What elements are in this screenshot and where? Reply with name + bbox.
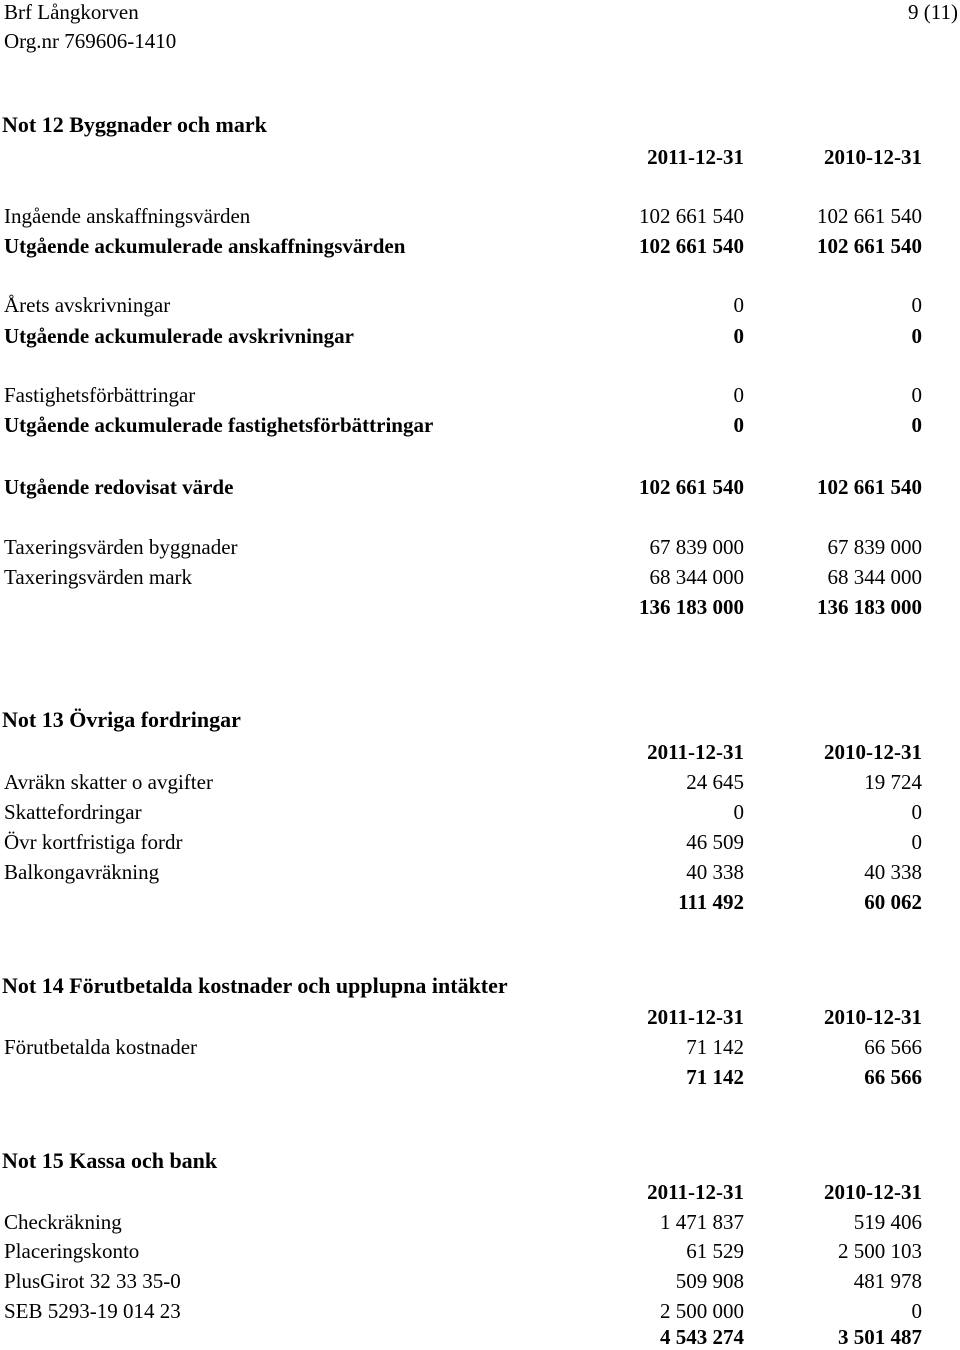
value-2010: 0 — [911, 830, 922, 854]
table-row — [0, 474, 960, 500]
value-2011: 67 839 000 — [649, 535, 744, 559]
table-row — [0, 799, 960, 825]
value-2010: 0 — [911, 383, 922, 407]
total-2010: 60 062 — [864, 890, 922, 914]
row-label: Utgående ackumulerade anskaffningsvärden — [4, 234, 406, 258]
table-row — [0, 412, 960, 438]
table-row — [0, 382, 960, 408]
value-2011: 24 645 — [686, 770, 744, 794]
page-number: 9 (11) — [908, 0, 958, 24]
value-2011: 1 471 837 — [660, 1210, 744, 1234]
value-2011: 0 — [733, 413, 744, 437]
value-2010: 519 406 — [853, 1210, 922, 1234]
row-label: Taxeringsvärden byggnader — [4, 535, 238, 559]
row-label: Utgående ackumulerade avskrivningar — [4, 324, 355, 348]
table-row — [0, 859, 960, 885]
value-2010: 0 — [911, 800, 922, 824]
note-title: Not 15 Kassa och bank — [2, 1148, 218, 1173]
value-2010: 67 839 000 — [827, 535, 922, 559]
value-2010: 481 978 — [853, 1269, 922, 1293]
total-2011: 71 142 — [686, 1065, 744, 1089]
value-2011: 0 — [733, 324, 744, 348]
column-header-2010: 2010-12-31 — [824, 1005, 922, 1029]
row-label: Fastighetsförbättringar — [4, 383, 196, 407]
total-2010: 3 501 487 — [838, 1325, 922, 1349]
org-number: Org.nr 769606-1410 — [4, 29, 177, 53]
column-header-row — [0, 1004, 960, 1030]
table-row — [0, 829, 960, 855]
value-2011: 102 661 540 — [639, 475, 744, 499]
table-row — [0, 1238, 960, 1264]
value-2010: 0 — [911, 324, 922, 348]
note-title: Not 12 Byggnader och mark — [2, 112, 267, 137]
table-row — [0, 1298, 960, 1324]
table-row — [0, 564, 960, 590]
value-2010: 0 — [911, 413, 922, 437]
value-2011: 0 — [733, 293, 744, 317]
row-label: Utgående redovisat värde — [4, 475, 234, 499]
row-label: Övr kortfristiga fordr — [4, 830, 183, 854]
column-header-2011: 2011-12-31 — [647, 1180, 744, 1204]
value-2010: 40 338 — [864, 860, 922, 884]
row-label: Balkongavräkning — [4, 860, 160, 884]
row-label: Ingående anskaffningsvärden — [4, 204, 251, 228]
value-2010: 0 — [911, 1299, 922, 1323]
value-2010: 66 566 — [864, 1035, 922, 1059]
row-label: Avräkn skatter o avgifter — [4, 770, 213, 794]
table-row — [0, 1268, 960, 1294]
table-row — [0, 233, 960, 259]
row-label: Förutbetalda kostnader — [4, 1035, 198, 1059]
total-row — [0, 1324, 960, 1350]
total-row — [0, 594, 960, 620]
row-label: Utgående ackumulerade fastighetsförbättringar — [4, 413, 434, 437]
value-2010: 0 — [911, 293, 922, 317]
row-label: SEB 5293-19 014 23 — [4, 1299, 181, 1323]
value-2011: 0 — [733, 800, 744, 824]
total-2010: 136 183 000 — [817, 595, 922, 619]
row-label: PlusGirot 32 33 35-0 — [4, 1269, 181, 1293]
value-2010: 68 344 000 — [827, 565, 922, 589]
table-row — [0, 534, 960, 560]
total-2011: 111 492 — [678, 890, 744, 914]
table-row — [0, 769, 960, 795]
table-row — [0, 203, 960, 229]
note-title: Not 13 Övriga fordringar — [2, 707, 241, 732]
value-2011: 0 — [733, 383, 744, 407]
value-2011: 102 661 540 — [639, 204, 744, 228]
table-row — [0, 1209, 960, 1235]
column-header-2010: 2010-12-31 — [824, 1180, 922, 1204]
value-2011: 68 344 000 — [649, 565, 744, 589]
table-row — [0, 292, 960, 318]
value-2011: 509 908 — [675, 1269, 744, 1293]
value-2010: 2 500 103 — [838, 1239, 922, 1263]
column-header-2011: 2011-12-31 — [647, 740, 744, 764]
value-2011: 2 500 000 — [660, 1299, 744, 1323]
value-2010: 102 661 540 — [817, 475, 922, 499]
org-name: Brf Långkorven — [4, 0, 139, 24]
value-2010: 19 724 — [864, 770, 922, 794]
value-2010: 102 661 540 — [817, 204, 922, 228]
note-title: Not 14 Förutbetalda kostnader och upplupna intäkter — [2, 973, 508, 998]
value-2011: 46 509 — [686, 830, 744, 854]
total-2011: 4 543 274 — [660, 1325, 744, 1349]
value-2011: 71 142 — [686, 1035, 744, 1059]
total-row — [0, 1064, 960, 1090]
value-2011: 40 338 — [686, 860, 744, 884]
row-label: Skattefordringar — [4, 800, 142, 824]
total-row — [0, 889, 960, 915]
row-label: Taxeringsvärden mark — [4, 565, 193, 589]
column-header-row — [0, 739, 960, 765]
column-header-2011: 2011-12-31 — [647, 145, 744, 169]
table-row — [0, 1034, 960, 1060]
column-header-2010: 2010-12-31 — [824, 740, 922, 764]
total-2010: 66 566 — [864, 1065, 922, 1089]
table-row — [0, 323, 960, 349]
column-header-2010: 2010-12-31 — [824, 145, 922, 169]
column-header-row — [0, 1179, 960, 1205]
value-2010: 102 661 540 — [817, 234, 922, 258]
row-label: Placeringskonto — [4, 1239, 140, 1263]
row-label: Checkräkning — [4, 1210, 122, 1234]
column-header-2011: 2011-12-31 — [647, 1005, 744, 1029]
row-label: Årets avskrivningar — [4, 293, 171, 317]
value-2011: 102 661 540 — [639, 234, 744, 258]
total-2011: 136 183 000 — [639, 595, 744, 619]
value-2011: 61 529 — [686, 1239, 744, 1263]
column-header-row — [0, 144, 960, 170]
